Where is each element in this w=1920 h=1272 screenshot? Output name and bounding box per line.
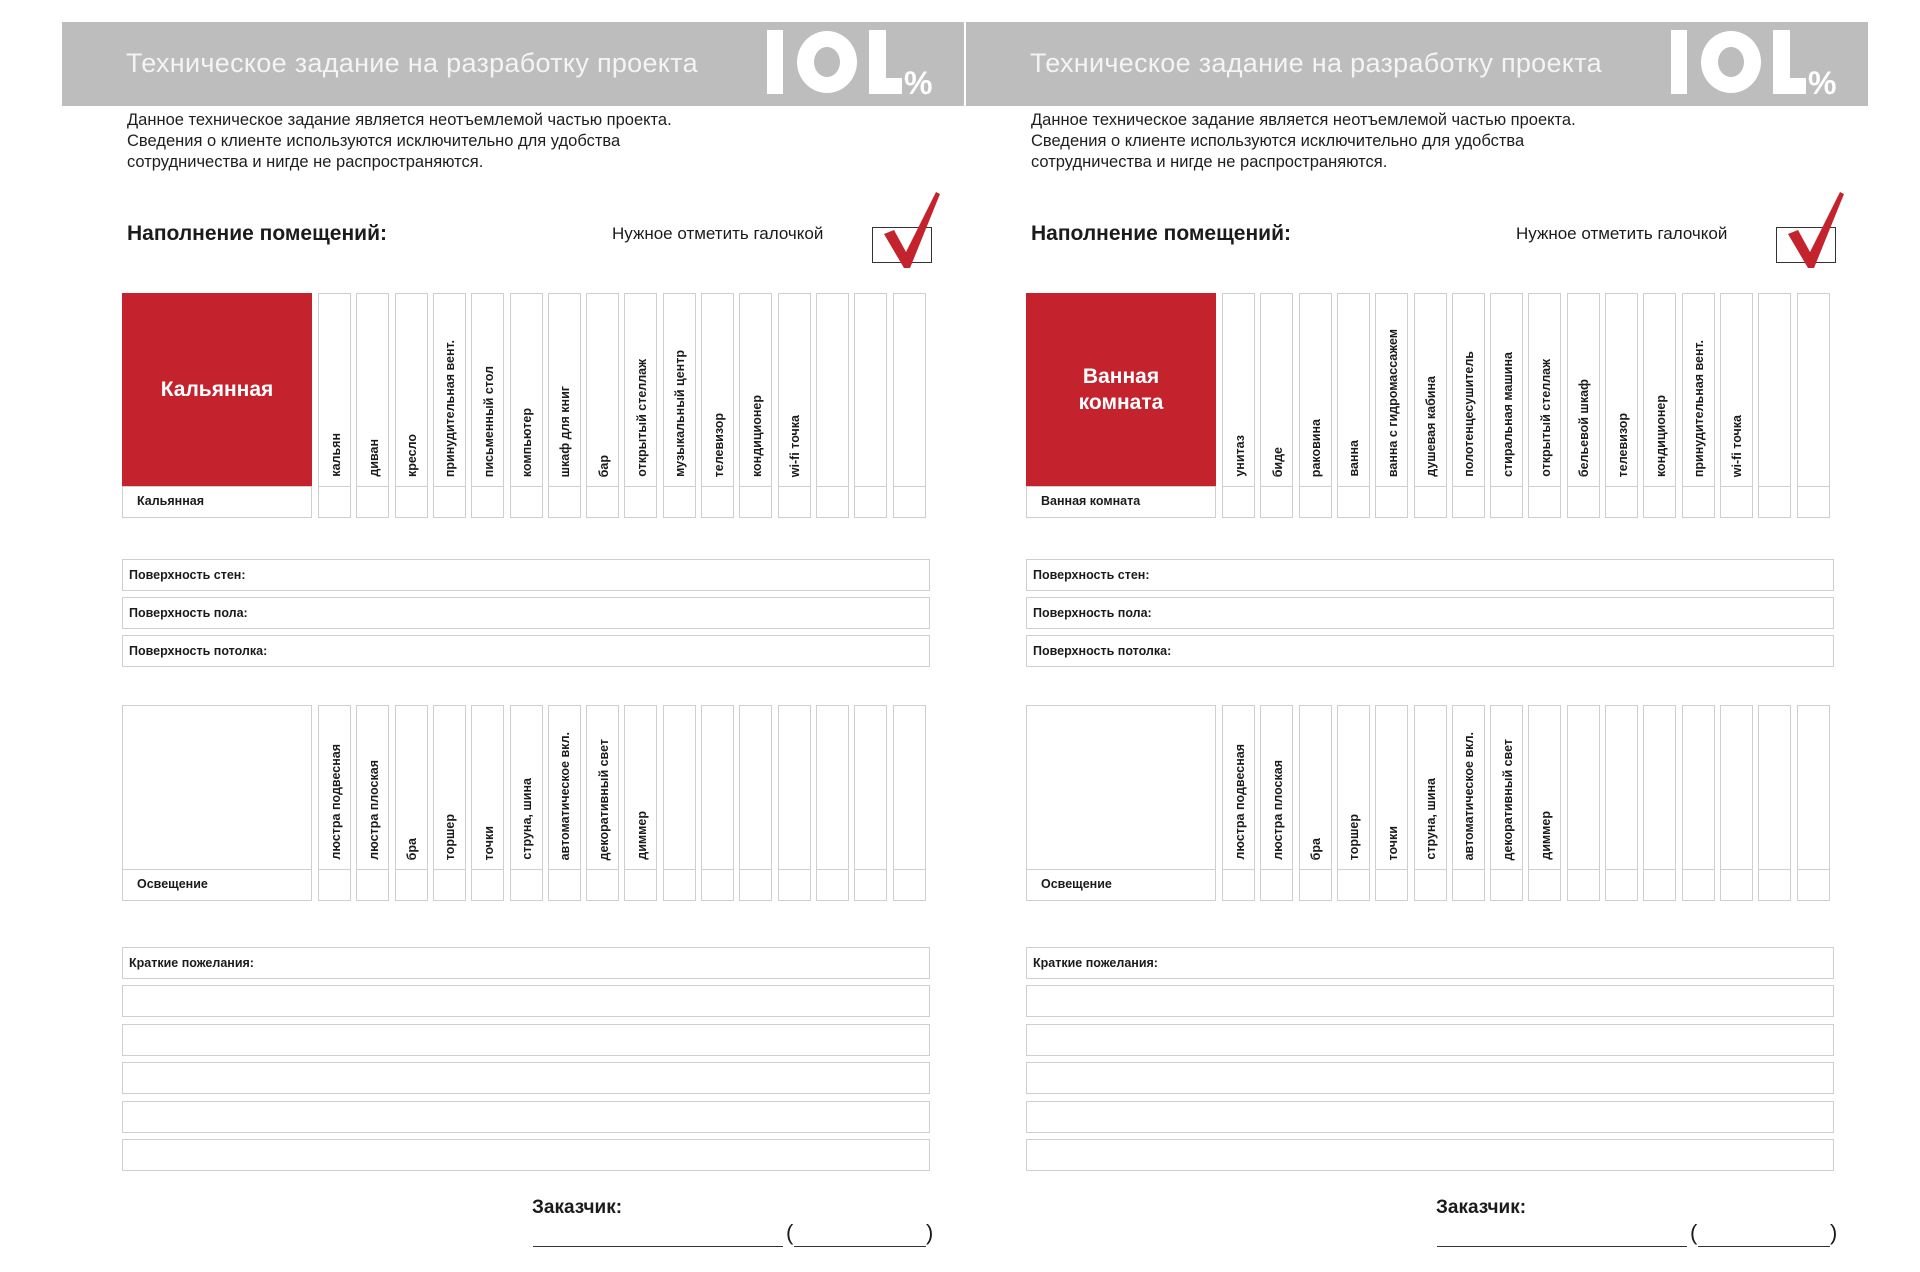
check-column[interactable] <box>1720 293 1753 518</box>
check-column[interactable] <box>586 705 619 901</box>
intro-line: Сведения о клиенте используются исключительно для удобства <box>1031 132 1525 150</box>
check-column[interactable] <box>433 293 466 518</box>
check-column[interactable] <box>854 705 887 901</box>
header-title: Техническое задание на разработку проекта <box>1030 48 1602 78</box>
check-column[interactable] <box>893 293 926 518</box>
check-cell-divider <box>1415 486 1446 487</box>
item-label-text: принудительная вент. <box>1692 339 1707 477</box>
item-label <box>740 395 773 477</box>
surface-field[interactable]: Поверхность пола: <box>122 597 930 629</box>
surface-field[interactable]: Поверхность стен: <box>1026 559 1834 591</box>
item-label-text: открытый стеллаж <box>1538 359 1553 477</box>
customer-label: Заказчик: <box>532 1197 623 1218</box>
check-column[interactable] <box>318 293 351 518</box>
wishes-line[interactable] <box>1026 1101 1834 1133</box>
wishes-line[interactable] <box>122 985 930 1017</box>
room-name-block: Ванная комната <box>1026 293 1216 486</box>
check-cell-divider <box>587 486 618 487</box>
item-label-text: компьютер <box>520 407 534 477</box>
item-label <box>1491 352 1524 477</box>
wishes-line[interactable] <box>1026 1024 1834 1056</box>
wishes-line[interactable] <box>1026 985 1834 1017</box>
check-cell-divider <box>549 869 580 870</box>
item-label-text: торшер <box>443 813 458 860</box>
row-label: Ванная комната <box>1026 486 1216 518</box>
lighting-grid <box>1026 705 1834 901</box>
check-cell-divider <box>587 869 618 870</box>
check-cell-divider <box>779 869 810 870</box>
check-cell-divider <box>434 486 465 487</box>
item-label <box>1223 744 1256 860</box>
check-column[interactable] <box>356 293 389 518</box>
check-column[interactable] <box>1260 705 1293 901</box>
item-label <box>664 350 697 477</box>
check-column[interactable] <box>395 705 428 901</box>
signature-line[interactable] <box>533 1220 783 1247</box>
check-cell-divider <box>1798 869 1829 870</box>
item-label-text: унитаз <box>1232 435 1247 477</box>
item-label-text: полотенцесушитель <box>1462 351 1477 477</box>
check-column[interactable] <box>1222 293 1255 518</box>
room-items-grid <box>1026 293 1834 518</box>
item-label <box>1683 340 1716 477</box>
page-header <box>966 22 1868 106</box>
item-label <box>1453 732 1486 860</box>
item-label-text: музыкальный центр <box>673 350 688 477</box>
row-label: Кальянная <box>122 486 312 518</box>
check-cell-divider <box>894 486 925 487</box>
check-column[interactable] <box>356 705 389 901</box>
check-column[interactable] <box>586 293 619 518</box>
check-column[interactable] <box>1260 293 1293 518</box>
check-column[interactable] <box>318 705 351 901</box>
check-column[interactable] <box>471 705 504 901</box>
check-cell-divider <box>817 486 848 487</box>
item-label-text: автоматическое вкл. <box>1462 731 1477 860</box>
check-cell-divider <box>1261 486 1292 487</box>
check-column[interactable] <box>893 705 926 901</box>
item-label <box>319 744 352 860</box>
item-label <box>1644 395 1677 477</box>
item-label <box>1338 814 1371 860</box>
item-label <box>1606 413 1639 477</box>
item-label-text: бра <box>1309 837 1324 860</box>
check-cell-divider <box>472 486 503 487</box>
logo-10-percent <box>767 28 947 98</box>
check-column[interactable] <box>1758 705 1791 901</box>
item-label <box>587 455 620 477</box>
check-column[interactable] <box>1682 293 1715 518</box>
check-cell-divider <box>1338 869 1369 870</box>
check-column[interactable] <box>1797 293 1830 518</box>
check-cell-divider <box>625 869 656 870</box>
intro-text <box>127 110 807 173</box>
wishes-line[interactable] <box>122 1139 930 1171</box>
item-label-text: автоматическое вкл. <box>558 731 573 860</box>
check-cell-divider <box>1453 869 1484 870</box>
check-cell-divider <box>357 486 388 487</box>
checkmark-icon <box>880 190 944 270</box>
wishes-line[interactable] <box>122 1024 930 1056</box>
item-label <box>1415 778 1448 860</box>
wishes-line[interactable] <box>122 1062 930 1094</box>
check-column[interactable] <box>1797 705 1830 901</box>
check-column[interactable] <box>1567 705 1600 901</box>
check-cell-divider <box>1453 486 1484 487</box>
item-label-text: кальян <box>328 433 343 477</box>
item-label-text: люстра плоская <box>366 760 381 860</box>
check-column[interactable] <box>1643 293 1676 518</box>
item-label-text: торшер <box>1347 813 1362 860</box>
check-cell-divider <box>1683 486 1714 487</box>
item-label <box>625 359 658 477</box>
intro-line: сотрудничества и нигде не распространяются. <box>127 153 484 171</box>
logo-percent-sign: % <box>904 65 933 98</box>
check-cell-divider <box>1683 869 1714 870</box>
item-label <box>357 439 390 477</box>
check-column[interactable] <box>1682 705 1715 901</box>
check-column[interactable] <box>1720 705 1753 901</box>
item-label-text: люстра плоская <box>1270 760 1285 860</box>
item-label <box>1529 811 1562 860</box>
item-label-text: душевая кабина <box>1424 376 1438 477</box>
check-cell-divider <box>740 869 771 870</box>
item-label-text: кондиционер <box>749 394 764 477</box>
item-label <box>434 814 467 860</box>
form-page <box>62 22 964 1272</box>
wishes-line[interactable] <box>1026 1062 1834 1094</box>
item-label <box>587 739 620 860</box>
item-label <box>319 433 352 477</box>
check-column[interactable] <box>701 293 734 518</box>
check-column[interactable] <box>1643 705 1676 901</box>
item-label-text: струна, шина <box>1424 778 1438 860</box>
check-cell-divider <box>740 486 771 487</box>
customer-label: Заказчик: <box>1436 1197 1527 1218</box>
check-cell-divider <box>1798 486 1829 487</box>
item-label-text: бра <box>405 837 420 860</box>
check-column[interactable] <box>816 705 849 901</box>
check-cell-divider <box>472 869 503 870</box>
check-cell-divider <box>855 486 886 487</box>
item-label <box>549 732 582 860</box>
item-label <box>1415 376 1448 477</box>
check-column[interactable] <box>548 293 581 518</box>
check-cell-divider <box>1338 486 1369 487</box>
section-title: Наполнение помещений: <box>127 222 387 245</box>
item-label <box>1568 379 1601 477</box>
check-cell-divider <box>319 486 350 487</box>
check-column[interactable] <box>739 293 772 518</box>
lighting-grid <box>122 705 930 901</box>
check-column[interactable] <box>778 293 811 518</box>
intro-text <box>1031 110 1711 173</box>
check-cell-divider <box>1300 869 1331 870</box>
check-column[interactable] <box>1528 705 1561 901</box>
item-label-text: бельевой шкаф <box>1577 378 1592 477</box>
check-cell-divider <box>396 486 427 487</box>
item-label-text: телевизор <box>711 412 726 477</box>
check-cell-divider <box>1261 869 1292 870</box>
check-column[interactable] <box>395 293 428 518</box>
lighting-header-block <box>1026 705 1216 869</box>
form-page <box>966 22 1868 1272</box>
item-label <box>1338 440 1371 477</box>
surface-field[interactable]: Поверхность потолка: <box>122 635 930 667</box>
check-column[interactable] <box>1337 705 1370 901</box>
room-name-block: Кальянная <box>122 293 312 486</box>
check-cell-divider <box>511 869 542 870</box>
check-column[interactable] <box>1299 293 1332 518</box>
item-label-text: диван <box>366 439 381 477</box>
item-label <box>511 778 544 860</box>
check-cell-divider <box>1223 869 1254 870</box>
logo-10-percent <box>1671 28 1851 98</box>
room-items-grid <box>122 293 930 518</box>
item-label-text: принудительная вент. <box>443 339 458 477</box>
item-label-text: стиральная машина <box>1500 352 1515 477</box>
wishes-line[interactable] <box>1026 1139 1834 1171</box>
check-cell-divider <box>855 869 886 870</box>
item-label-text: wi-fi точка <box>1730 414 1745 477</box>
item-label <box>702 413 735 477</box>
name-line[interactable] <box>1698 1220 1830 1247</box>
check-cell-divider <box>1759 869 1790 870</box>
item-label <box>1376 329 1409 477</box>
header-title: Техническое задание на разработку проекта <box>126 48 698 78</box>
paren-close: ) <box>1830 1220 1838 1245</box>
check-cell-divider <box>396 869 427 870</box>
check-cell-divider <box>1491 486 1522 487</box>
mark-note: Нужное отметить галочкой <box>1516 224 1728 243</box>
check-cell-divider <box>779 486 810 487</box>
lighting-header-block <box>122 705 312 869</box>
item-label-text: диммер <box>634 811 649 860</box>
paren-open: ( <box>1690 1220 1698 1245</box>
wishes-line[interactable] <box>122 1101 930 1133</box>
item-label-text: раковина <box>1309 418 1324 477</box>
intro-line: Сведения о клиенте используются исключительно для удобства <box>127 132 621 150</box>
item-label <box>1300 419 1333 477</box>
paren-close: ) <box>926 1220 934 1245</box>
item-label-text: кресло <box>405 433 420 477</box>
check-cell-divider <box>817 869 848 870</box>
check-cell-divider <box>1376 486 1407 487</box>
item-label <box>1721 415 1754 477</box>
check-column[interactable] <box>1605 293 1638 518</box>
item-label <box>779 415 812 477</box>
item-label-text: биде <box>1270 446 1285 477</box>
check-cell-divider <box>1721 486 1752 487</box>
item-label-text: диммер <box>1538 811 1553 860</box>
check-column[interactable] <box>510 705 543 901</box>
item-label <box>1376 826 1409 860</box>
item-label <box>1453 351 1486 477</box>
check-column[interactable] <box>1490 293 1523 518</box>
check-column[interactable] <box>548 705 581 901</box>
item-label-text: точки <box>1385 825 1400 860</box>
check-cell-divider <box>1606 869 1637 870</box>
check-cell-divider <box>357 869 388 870</box>
check-cell-divider <box>664 869 695 870</box>
item-label-text: точки <box>481 825 496 860</box>
item-label <box>1261 760 1294 860</box>
item-label <box>1529 359 1562 477</box>
item-label-text: ванна <box>1347 440 1362 477</box>
check-column[interactable] <box>816 293 849 518</box>
check-column[interactable] <box>663 293 696 518</box>
item-label-text: бар <box>596 454 611 477</box>
item-label-text: телевизор <box>1615 412 1630 477</box>
check-column[interactable] <box>624 705 657 901</box>
item-label-text: wi-fi точка <box>788 414 803 477</box>
item-label <box>396 434 429 477</box>
check-cell-divider <box>319 869 350 870</box>
check-column[interactable] <box>1375 705 1408 901</box>
item-label-text: струна, шина <box>520 778 534 860</box>
item-label <box>625 811 658 860</box>
logo-percent-sign: % <box>1808 65 1837 98</box>
check-column[interactable] <box>1605 705 1638 901</box>
checkmark-icon <box>1784 190 1848 270</box>
item-label-text: декоративный свет <box>596 738 611 860</box>
check-cell-divider <box>664 486 695 487</box>
item-label <box>434 340 467 477</box>
row-label: Освещение <box>1026 869 1216 901</box>
wishes-field[interactable]: Краткие пожелания: <box>122 947 930 979</box>
check-column[interactable] <box>854 293 887 518</box>
item-label <box>1261 447 1294 477</box>
item-label-text: ванна с гидромассажем <box>1385 328 1400 477</box>
check-column[interactable] <box>778 705 811 901</box>
item-label-text: кондиционер <box>1653 394 1668 477</box>
item-label <box>396 838 429 860</box>
check-column[interactable] <box>1414 705 1447 901</box>
item-label <box>1223 435 1256 477</box>
surface-field[interactable]: Поверхность пола: <box>1026 597 1834 629</box>
intro-line: Данное техническое задание является неотъемлемой частью проекта. <box>127 111 672 129</box>
check-cell-divider <box>625 486 656 487</box>
check-column[interactable] <box>1490 705 1523 901</box>
item-label-text: шкаф для книг <box>558 385 573 477</box>
check-column[interactable] <box>624 293 657 518</box>
check-cell-divider <box>549 486 580 487</box>
intro-line: сотрудничества и нигде не распространяются. <box>1031 153 1388 171</box>
wishes-field[interactable]: Краткие пожелания: <box>1026 947 1834 979</box>
check-column[interactable] <box>1452 293 1485 518</box>
check-column[interactable] <box>701 705 734 901</box>
check-cell-divider <box>1529 486 1560 487</box>
item-label-text: письменный стол <box>481 365 496 477</box>
check-column[interactable] <box>1528 293 1561 518</box>
item-label-text: декоративный свет <box>1500 738 1515 860</box>
check-cell-divider <box>1568 486 1599 487</box>
name-line[interactable] <box>794 1220 926 1247</box>
section-title: Наполнение помещений: <box>1031 222 1291 245</box>
check-cell-divider <box>702 869 733 870</box>
check-cell-divider <box>1223 486 1254 487</box>
check-cell-divider <box>1644 486 1675 487</box>
check-cell-divider <box>894 869 925 870</box>
check-cell-divider <box>1300 486 1331 487</box>
check-cell-divider <box>1759 486 1790 487</box>
paren-open: ( <box>786 1220 794 1245</box>
item-label <box>1300 838 1333 860</box>
surface-field[interactable]: Поверхность стен: <box>122 559 930 591</box>
item-label <box>1491 739 1524 860</box>
mark-note: Нужное отметить галочкой <box>612 224 824 243</box>
check-column[interactable] <box>1414 293 1447 518</box>
check-cell-divider <box>1415 869 1446 870</box>
check-column[interactable] <box>1452 705 1485 901</box>
check-cell-divider <box>1529 869 1560 870</box>
check-column[interactable] <box>1758 293 1791 518</box>
check-column[interactable] <box>739 705 772 901</box>
page-header <box>62 22 964 106</box>
check-column[interactable] <box>1222 705 1255 901</box>
item-label-text: открытый стеллаж <box>634 359 649 477</box>
check-cell-divider <box>511 486 542 487</box>
item-label <box>472 826 505 860</box>
check-cell-divider <box>1644 869 1675 870</box>
item-label <box>357 760 390 860</box>
check-column[interactable] <box>1299 705 1332 901</box>
check-column[interactable] <box>471 293 504 518</box>
check-cell-divider <box>1606 486 1637 487</box>
item-label-text: люстра подвесная <box>328 744 343 860</box>
signature-line[interactable] <box>1437 1220 1687 1247</box>
row-label: Освещение <box>122 869 312 901</box>
check-column[interactable] <box>1567 293 1600 518</box>
check-column[interactable] <box>1375 293 1408 518</box>
check-column[interactable] <box>510 293 543 518</box>
item-label-text: люстра подвесная <box>1232 744 1247 860</box>
item-label <box>549 386 582 477</box>
check-cell-divider <box>702 486 733 487</box>
item-label <box>511 408 544 477</box>
check-cell-divider <box>1491 869 1522 870</box>
check-cell-divider <box>1376 869 1407 870</box>
check-column[interactable] <box>1337 293 1370 518</box>
check-cell-divider <box>1568 869 1599 870</box>
check-column[interactable] <box>663 705 696 901</box>
surface-field[interactable]: Поверхность потолка: <box>1026 635 1834 667</box>
check-column[interactable] <box>433 705 466 901</box>
check-cell-divider <box>434 869 465 870</box>
check-cell-divider <box>1721 869 1752 870</box>
item-label <box>472 366 505 477</box>
intro-line: Данное техническое задание является неотъемлемой частью проекта. <box>1031 111 1576 129</box>
